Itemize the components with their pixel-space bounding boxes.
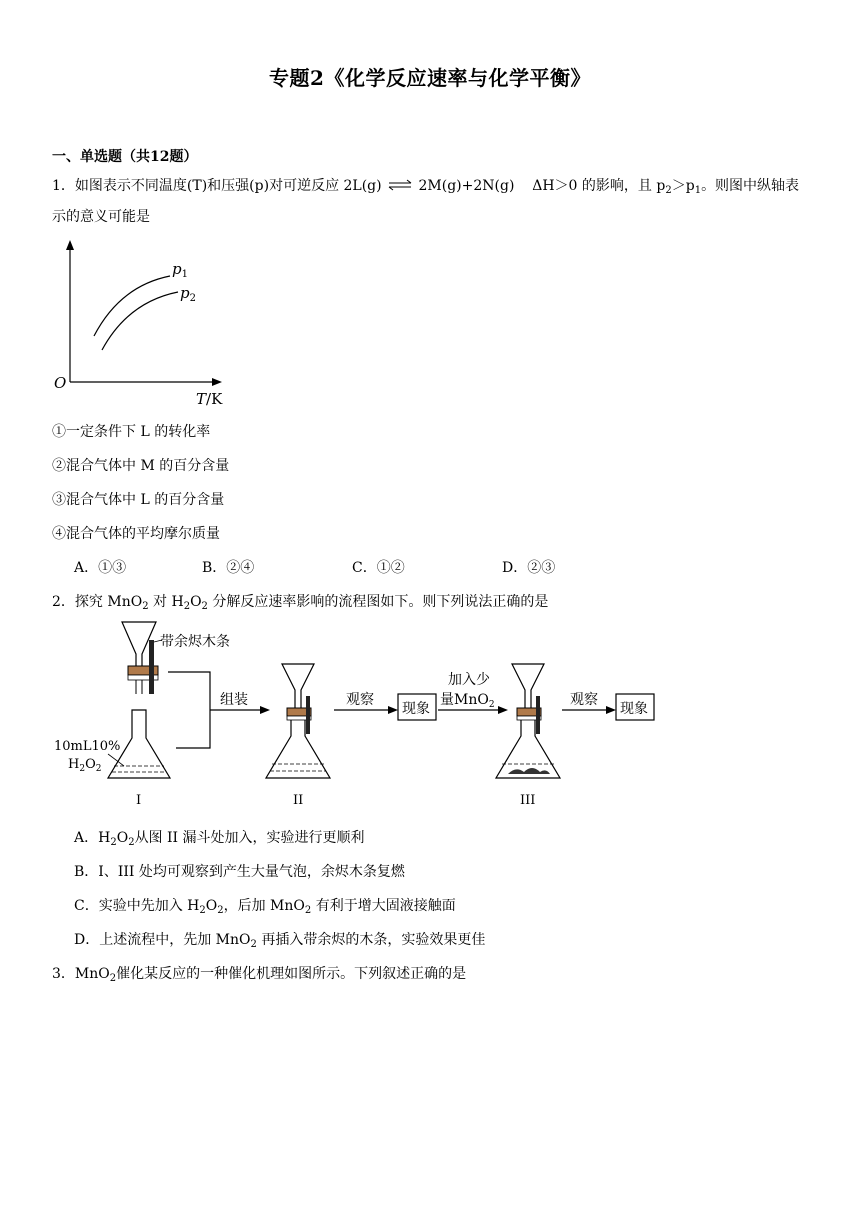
q1-graph [50,236,230,411]
reversible-arrow-icon [386,178,414,192]
q1-number: 1． [52,178,75,194]
q1-option-b[interactable]: B．②④ [202,560,255,576]
flask-3 [496,664,560,778]
q3-number: 3． [52,966,75,982]
add-label-2: 量MnO$_2$ [440,692,495,710]
assemble-label: 组装 [220,692,248,708]
q1-stem-line1 [52,176,799,196]
arrow-icon [388,706,398,714]
q1-item-3: ③混合气体中 L 的百分含量 [52,492,225,508]
q2-option-c[interactable]: C．实验中先加入 $H_2O_2$，后加 MnO$_2$ 有利于增大固液接触面 [74,898,456,916]
q2-number: 2． [52,594,75,610]
q2-option-b[interactable]: B．I、III 处均可观察到产生大量气泡，余烬木条复燃 [74,864,405,880]
q1-text-a: 如图表示不同温度(T)和压强(p)对可逆反应 2L(g) [74,178,382,194]
arrow-icon [260,706,270,714]
q3-stem: 3．MnO$_2$催化某反应的一种催化机理如图所示。下列叙述正确的是 [52,966,467,984]
sub-2: 2 [665,185,672,196]
q1-item-1: ①一定条件下 L 的转化率 [52,424,211,440]
q1-item-2: ②混合气体中 M 的百分含量 [52,458,230,474]
q2-option-d[interactable]: D．上述流程中，先加 MnO$_2$ 再插入带余烬的木条，实验效果更佳 [74,932,486,950]
funnel-stopper-assembly [122,622,158,694]
q1-text-e: 。则图中纵轴表 [701,178,800,194]
phenomenon-label-2: 现象 [620,701,648,717]
flask-2 [266,664,330,778]
label-i: I [136,793,142,808]
q2-stem: 2．探究 MnO$_2$ 对 $H_2O_2$ 分解反应速率影响的流程图如下。则下列说法正确的是 [52,594,549,612]
phenomenon-label-1: 现象 [402,701,430,717]
assemble-bracket [168,672,210,748]
curve-p1-label: $p_1$ [172,260,188,280]
x-axis-label: T/K [196,390,223,408]
arrow-icon [498,706,508,714]
q1-option-c[interactable]: C．①② [352,560,405,576]
curve-p2 [102,292,178,350]
q1-item-4: ④混合气体的平均摩尔质量 [52,526,220,542]
arrow-icon [606,706,616,714]
y-axis-arrow-icon [66,240,74,250]
solution-label-2: $H_2O_2$ [68,757,102,774]
q1-enthalpy: ΔH＞0 [532,178,578,194]
q1-text-c: 的影响，且 p [581,178,666,194]
q1-text-d: ＞p [671,178,695,194]
sub-1: 1 [694,185,702,196]
origin-label: O [54,374,67,392]
label-ii: II [293,793,304,808]
x-axis-arrow-icon [212,378,222,386]
page-title: 专题2《化学反应速率与化学平衡》 [269,66,591,90]
q1-text-b: 2M(g)+2N(g) [418,178,515,194]
observe-label-1: 观察 [346,692,374,708]
label-iii: III [520,793,536,808]
q1-option-d[interactable]: D．②③ [502,560,556,576]
solution-label-1: 10mL10% [54,739,121,754]
q2-option-a[interactable]: A．$H_2O_2$从图 II 漏斗处加入，实验进行更顺利 [74,830,365,848]
splint-label: 带余烬木条 [160,634,230,650]
q1-stem-line2: 示的意义可能是 [52,209,150,225]
q1-option-a[interactable]: A．①③ [74,560,127,576]
q2-flow-diagram [50,614,670,814]
section-heading: 一、单选题（共12题） [52,149,198,165]
curve-p2-label: $p_2$ [180,284,196,304]
observe-label-2: 观察 [570,692,598,708]
curve-p1 [94,276,170,336]
add-label-1: 加入少 [448,672,490,688]
